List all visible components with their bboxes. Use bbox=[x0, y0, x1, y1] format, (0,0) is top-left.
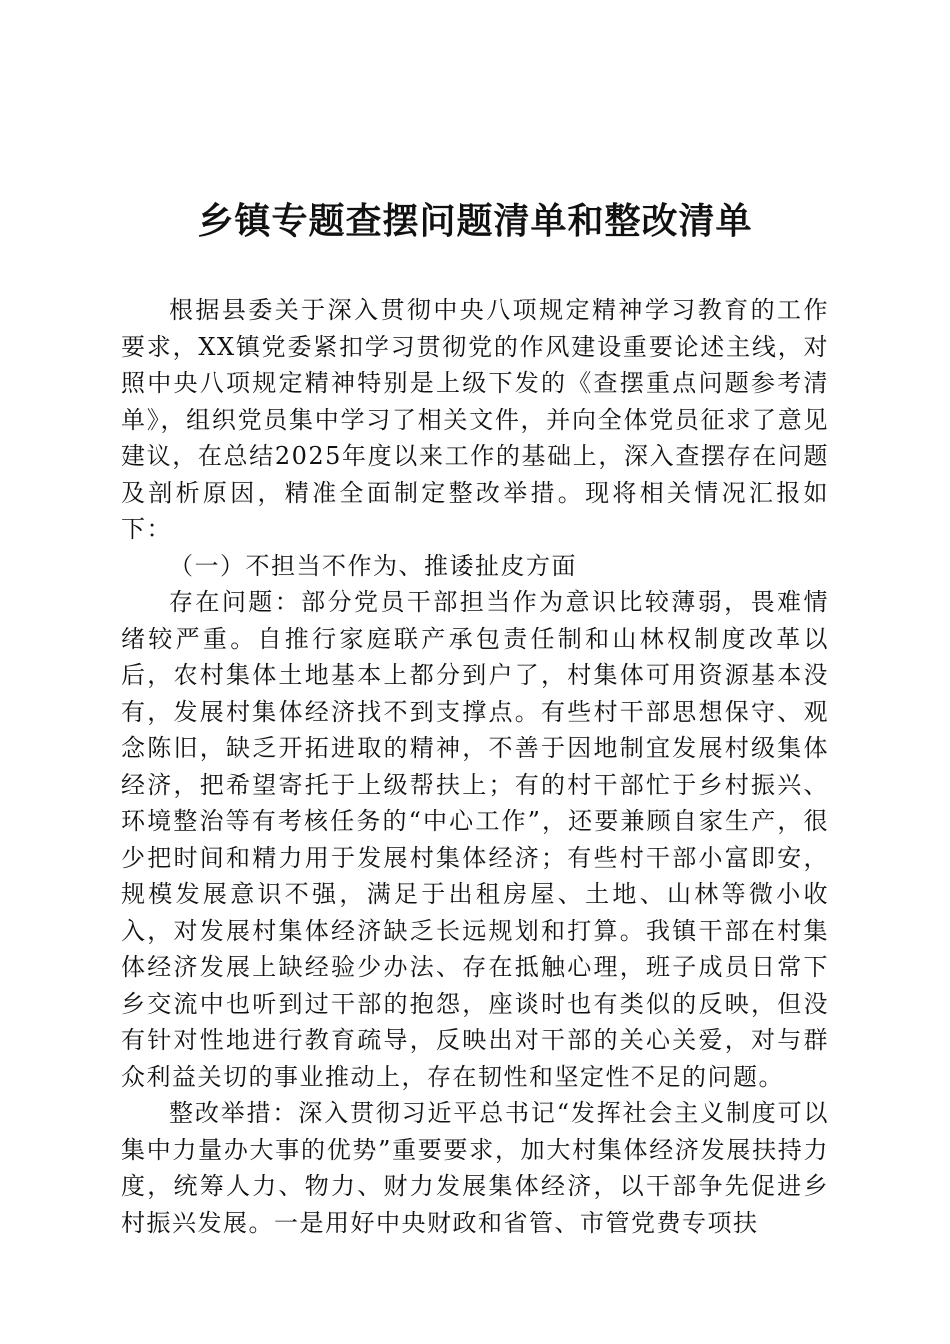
intro-paragraph: 根据县委关于深入贯彻中央八项规定精神学习教育的工作要求，XX镇党委紧扣学习贯彻党的作风建设重要论述主线，对照中央八项规定精神特别是上级下发的《查摆重点问题参考清单》，组织党员集中学习了相关文件，并向全体党员征求了意见建议，在总结2025年度以来工作的基础上，深入查摆存在问题及剖析原因，精准全面制定整改举措。现将相关情况汇报如下： bbox=[121, 296, 829, 543]
document-title: 乡镇专题查摆问题清单和整改清单 bbox=[197, 200, 753, 242]
problems-paragraph: 存在问题：部分党员干部担当作为意识比较薄弱，畏难情绪较严重。自推行家庭联产承包责任制和山林权制度改革以后，农村集体土地基本上都分到户了，村集体可用资源基本没有，发展村集体经济找不到支撑点。有些村干部思想保守、观念陈旧，缺乏开拓进取的精神，不善于因地制宜发展村级集体经济，把希望寄托于上级帮扶上；有的村干部忙于乡村振兴、环境整治等有考核任务的“中心工作”，还要兼顾自家生产，很少把时间和精力用于发展村集体经济；有些村干部小富即安，规模发展意识不强，满足于出租房屋、土地、山林等微小收入，对发展村集体经济缺乏长远规划和打算。我镇干部在村集体经济发展上缺经验少办法、存在抵触心理，班子成员日常下乡交流中也听到过干部的抱怨，座谈时也有类似的反映，但没有针对性地进行教育疏导，反映出对干部的关心关爱，对与群众利益关切的事业推动上，存在韧性和坚定性不足的问题。 bbox=[121, 588, 829, 1091]
section-heading: （一）不担当不作为、推诿扯皮方面 bbox=[169, 551, 577, 580]
document-body bbox=[121, 292, 829, 1241]
measures-paragraph: 整改举措：深入贯彻习近平总书记“发挥社会主义制度可以集中力量办大事的优势”重要要求，加大村集体经济发展扶持力度，统筹人力、物力、财力发展集体经济，以干部争先促进乡村振兴发展。一是用好中央财政和省管、市管党费专项扶 bbox=[121, 1099, 829, 1237]
